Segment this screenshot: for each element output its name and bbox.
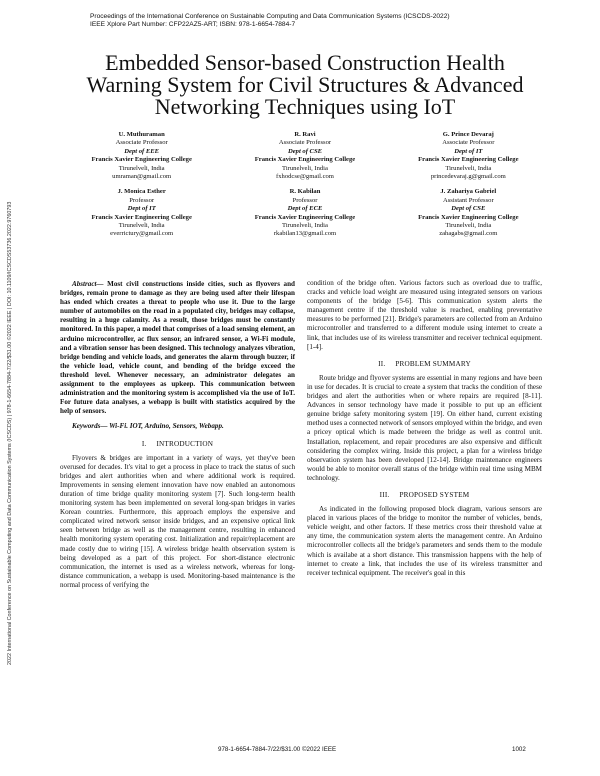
section-heading-introduction xyxy=(60,440,295,449)
author-name: R. Kabilan xyxy=(289,188,321,196)
author-role: Associate Professor xyxy=(115,139,168,147)
author-email: rkabilan13@gmail.com xyxy=(273,230,337,238)
author-college: Francis Xavier Engineering College xyxy=(91,156,192,164)
author-dept: Dept of ECE xyxy=(287,205,323,213)
author-college: Francis Xavier Engineering College xyxy=(418,156,519,164)
introduction-paragraph: Flyovers & bridges are important in a variety of ways, yet they've been overused for decades. It's vital to get a process in place to track the status of such bridges and alert authorities when and where additional work is required. Improvements in sensing element innovation have now enabled an autonomous duration of time bridge quality monitoring system [7]. Such long-term health monitoring system has been implemented on several long-span bridges in varies Korean countries. Furthermore, this approach employs the expensive and complicated wired network sensor inside bridges, and an expensive optical link seen between bridge as well as the management centre, resulting in enhanced health monitoring system operating cost. Initialization and repair/replacement are made costly due to wiring [15]. A wireless bridge health observation system is being developed as a part of this project. For short-distance electronic communication, the internet is used as a wireless network, whereas for long-distance communication, a webapp is used. Monitoring-based maintenance is the normal process of verifying the xyxy=(60,453,295,589)
title-line: Embedded Sensor-based Construction Health xyxy=(105,50,505,75)
conference-part-number: IEEE Xplore Part Number: CFP22AZ5-ART; ISBN: 978-1-6654-7884-7 xyxy=(90,21,296,28)
author-name: G. Prince Devaraj xyxy=(442,131,494,138)
proposed-system-paragraph: As indicated in the following proposed block diagram, various sensors are placed in various places of the bridge to monitor the number of vehicles, bends, vehicle weight, and other factors. If these metrics cross their threshold value at any time, the communication system alerts the management centre. An Arduino microcontroller collects all the bridge's parameters and sends them to the module which is availabe at a short distance. This transmission happens with the help of internet to create a link, that includes the use of its wireless transmitter and receiver technical equipment. The receiver's goal in this xyxy=(307,505,542,577)
author-email: zahagabs@gmail.com xyxy=(439,230,498,238)
section-heading-problem-summary xyxy=(307,360,542,369)
keywords-text: Wi-Fi. IOT, Arduino, Sensors, Webapp. xyxy=(107,422,224,431)
author-dept: Dept of CSE xyxy=(287,147,323,155)
keywords-label: Keywords— xyxy=(72,422,108,431)
author-role: Assistant Professor xyxy=(442,196,494,204)
author-city: Tirunelveli, India xyxy=(118,164,165,172)
author-card xyxy=(223,188,386,238)
author-card xyxy=(60,188,223,238)
author-dept: Dept of EEE xyxy=(124,147,160,155)
author-college: Francis Xavier Engineering College xyxy=(254,213,356,221)
author-card xyxy=(223,131,386,181)
footer-page-number: 1002 xyxy=(512,746,526,753)
author-card xyxy=(60,131,223,181)
section-heading-proposed-system xyxy=(307,491,542,500)
author-role: Professor xyxy=(292,196,318,204)
doi-sidebar-text: 2022 International Conference on Sustainable Computing and Data Communication Systems (ICSCDS) | 978-1-6654-7884-7/22/$31.00 ©2022 IEEE | DOI: 10.1109/ICSCDS53736.2022.9760793 xyxy=(7,201,13,665)
section-title: INTRODUCTION xyxy=(156,439,214,448)
author-role: Associate Professor xyxy=(278,139,332,147)
title-line: Networking Techniques using IoT xyxy=(154,94,456,119)
author-dept: Dept of IT xyxy=(127,205,156,213)
keywords-paragraph xyxy=(60,422,295,431)
author-city: Tirunelveli, India xyxy=(282,222,328,230)
author-card xyxy=(387,188,550,238)
title-line: Warning System for Civil Structures & Advanced xyxy=(86,72,524,97)
author-name: U. Muthuraman xyxy=(118,131,165,138)
author-role: Associate Professor xyxy=(442,139,495,147)
author-college: Francis Xavier Engineering College xyxy=(254,156,356,164)
section-title: PROBLEM SUMMARY xyxy=(395,359,471,368)
author-city: Tirunelveli, India xyxy=(445,222,492,230)
author-college: Francis Xavier Engineering College xyxy=(418,213,519,221)
author-email: fxhodcse@gmail.com xyxy=(276,173,334,181)
author-card xyxy=(387,131,550,181)
section-number: II. xyxy=(378,359,386,368)
abstract-label: Abstract— xyxy=(72,280,104,288)
author-city: Tirunelveli, India xyxy=(282,164,328,172)
section-number: III. xyxy=(379,490,390,499)
right-column xyxy=(307,279,542,578)
author-city: Tirunelveli, India xyxy=(445,164,492,172)
author-block xyxy=(60,131,550,239)
author-email: umraman@gmail.com xyxy=(112,173,172,181)
author-city: Tirunelveli, India xyxy=(118,222,165,230)
author-dept: Dept of IT xyxy=(454,147,483,155)
paper-title xyxy=(60,52,550,118)
author-role: Professor xyxy=(129,196,155,204)
left-column xyxy=(60,280,295,590)
abstract-text: Most civil constructions inside cities, such as flyovers and bridges, remain prone to damage as they are being used after their lifespan has ended which creates a threat to people who use it. Due to the large number of automobiles on the road in a populated city, bridges may collapse, resulting in a huge calamity. As a result, those bridges must be constantly monitored. In this paper, a model that comprises of a load sensing element, an arduino microcontroller, ac flux sensor, an infrared sensor, a Wi-Fi module, and a vibration sensor has been designed. This technology analyzes vibration, bridge bending and vehicle loads, and generates the alarm through buzzer, if the vehicle load, vehicle count, and bending of the bridge exceed the threshold level. Whenever necessary, an administrator delegates an assignment to the employees as upkeep. This communication between administration and the monitoring system is accomplished via the use of IoT. For future data analyses, a webapp is built with statistics acquired by the help of sensors. xyxy=(60,280,295,416)
author-dept: Dept of CSE xyxy=(451,205,486,213)
conference-header xyxy=(90,13,450,29)
conference-name: Proceedings of the International Conference on Sustainable Computing and Data Communication Systems (ICSCDS-2022) xyxy=(90,13,450,20)
author-name: R. Ravi xyxy=(294,131,316,138)
section-title: PROPOSED SYSTEM xyxy=(399,490,470,499)
introduction-continued-paragraph: condition of the bridge often. Various factors such as overload due to traffic, cracks and vehicle load weight are measured using integrated sensors on various components of the bridge [5-6]. This communication system alerts the management centre if the threshold value is reached, enabling preventative measures to be performed [21]. Bridge's parameters are collected from an Arduino microcontroller and transferred to a different module using internet to create a link, that includes use of its wireless transmitter and receiver technical equipment. [1-4]. xyxy=(307,279,542,351)
author-name: J. Zahariya Gabriel xyxy=(440,188,497,196)
author-name: J. Monica Esther xyxy=(117,188,166,196)
author-email: princedevaraj.g@gmail.com xyxy=(430,173,506,181)
section-number: I. xyxy=(141,439,147,448)
abstract-paragraph xyxy=(60,280,295,416)
problem-summary-paragraph: Route bridge and flyover systems are essential in many regions and have been in use for decades. It is crucial to create a system that tracks the condition of these bridges and alert the authorities when or where repairs are required [8-11]. Advances in sensor technology have made it possible to put up an efficient genuine bridge safety monitoring system [19]. On either hand, current existing method uses a connected network of sensors employed within the bridge, and even a pricey optical which is made between the bridge as well as control unit. Installation, replacement, and repair procedures are also expensive and difficult considering the complex wiring. Inside this project, a plan for a wireless bridge observation system has been developed [12-14]. Bridge maintenance engineers would be able to monitor overall status of the bridge within real time using MBM technology. xyxy=(307,373,543,482)
footer-isbn: 978-1-6654-7884-7/22/$31.00 ©2022 IEEE xyxy=(218,746,337,753)
author-college: Francis Xavier Engineering College xyxy=(91,213,192,221)
author-email: everrictury@gmail.com xyxy=(110,230,174,238)
